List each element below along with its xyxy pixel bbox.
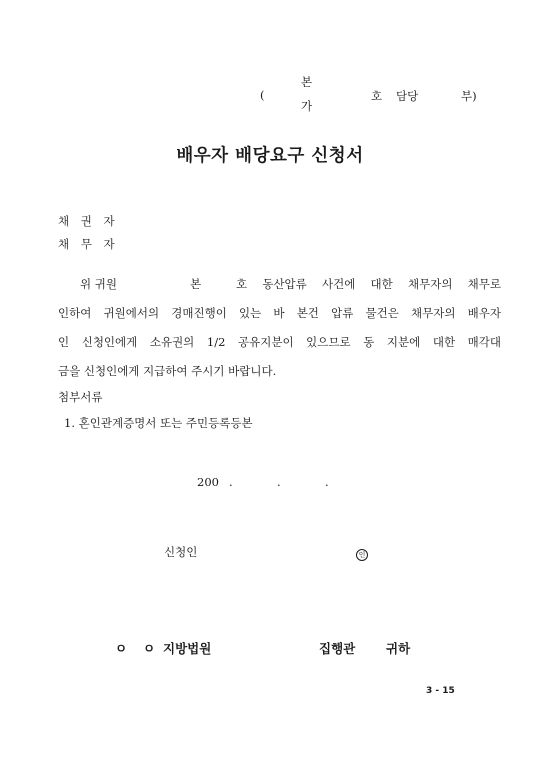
header-bon: 본 <box>301 75 313 89</box>
footer-officer: 집행관 <box>319 641 356 656</box>
body-line-1 <box>58 270 501 299</box>
header-bu: 부) <box>461 89 477 103</box>
creditor-label: 채 권 자 <box>58 214 119 228</box>
header-paren-open: ( <box>260 88 265 102</box>
body-paragraph <box>58 270 501 386</box>
body-line-2: 인하여 귀원에서의 경매진행이 있는 바 본건 압류 물건은 채무자의 배우자 <box>58 306 501 320</box>
body-line-1-a: 위 귀원 <box>80 277 117 291</box>
footer-honorific: 귀하 <box>386 641 411 656</box>
debtor-label: 채 무 자 <box>58 237 119 251</box>
attachments-heading: 첨부서류 <box>58 390 103 404</box>
body-line-1-c: 호 동산압류 사건에 대한 채무자의 채무로 <box>236 277 501 291</box>
body-line-4: 금을 신청인에게 지급하여 주시기 바랍니다. <box>58 364 277 378</box>
applicant-label: 신청인 <box>164 545 198 559</box>
footer-circle-1: ㅇ <box>115 641 128 656</box>
footer-court: 지방법원 <box>163 641 212 656</box>
date-dot-1: . <box>229 475 233 489</box>
body-line-1-b: 본 <box>190 277 202 291</box>
body-line-3: 인 신청인에게 소유권의 1/2 공유지분이 있으므로 동 지분에 대한 매각대 <box>58 335 501 349</box>
attachment-item: 1. 혼인관계증명서 또는 주민등록등본 <box>64 416 253 430</box>
header-ho: 호 <box>371 89 383 103</box>
header-ga: 가 <box>301 99 313 113</box>
document-title: 배우자 배당요구 신청서 <box>176 146 364 166</box>
seal-mark: 인 <box>356 549 368 561</box>
date-dot-3: . <box>325 475 329 489</box>
footer-circle-2: ㅇ <box>143 641 156 656</box>
date-dot-2: . <box>277 475 281 489</box>
date-year: 200 <box>197 475 219 489</box>
header-damdang: 담당 <box>396 89 419 103</box>
page-number: 3 - 15 <box>426 686 455 696</box>
applicant-seal <box>356 546 368 561</box>
